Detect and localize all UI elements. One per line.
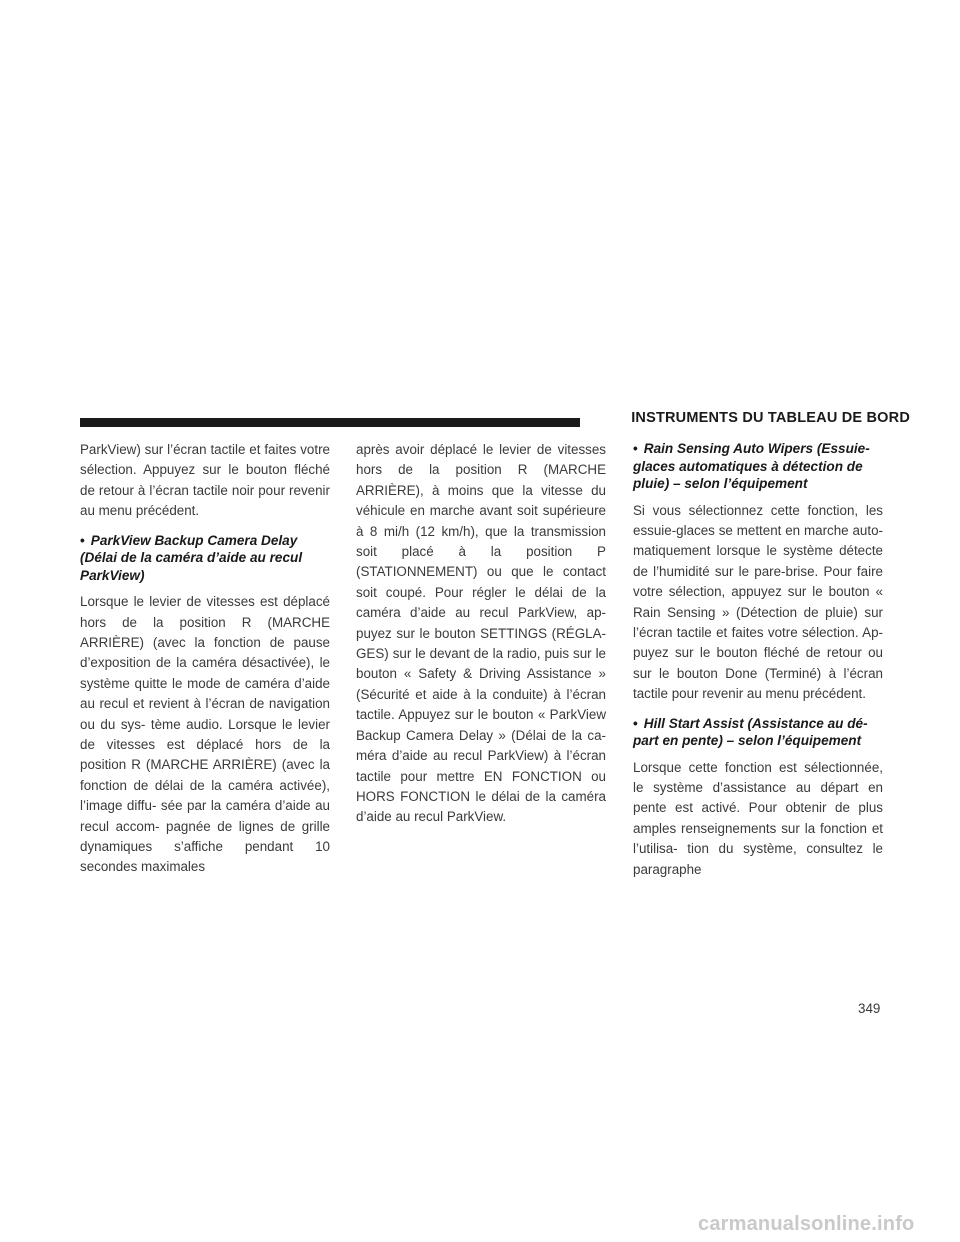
bullet-icon: • <box>633 441 638 456</box>
paragraph-intro: ParkView) sur l’écran tactile et faites votre sélection. Appuyez sur le bouton fléché de retour à l’écran tactile noir pour revenir au menu précédent. <box>80 442 330 519</box>
paragraph-rain-sensing: Si vous sélectionnez cette fonction, les essuie-glaces se mettent en marche auto- matiquement lorsque le système détecte de l’humidité sur le pare-brise. Pour faire votre sélection, appuyez sur le bouton « Rain Sensing » (Détection de pluie) sur l’écran tactile et faites votre sélection. Ap- puyez sur le bouton fléché de retour ou sur le bouton Done (Terminé) à l’écran tactile pour revenir au menu précédent. <box>633 502 883 702</box>
bullet-heading-hill-start-assist <box>633 715 883 750</box>
page-number: 349 <box>858 1001 881 1016</box>
bullet-heading-text: Rain Sensing Auto Wipers (Essuie- glaces automatiques à détection de pluie) – selon l’équipement <box>633 441 870 491</box>
bullet-heading-text: Hill Start Assist (Assistance au dé- part en pente) – selon l’équipement <box>633 715 868 749</box>
section-header-bar <box>80 418 580 427</box>
bullet-heading-rain-sensing <box>633 440 883 493</box>
paragraph-backup-camera-delay: Lorsque le levier de vitesses est déplacé hors de la position R (MARCHE ARRIÈRE) (avec la fonction de pause d’exposition de la caméra désactivée), le système quitte le mode de caméra d’aide au recul et revient à l’écran de navigation ou du sys- tème audio. Lorsque le levier de vitesses est déplacé hors de la position R (MARCHE ARRIÈRE) (avec la fonction de délai de la caméra activée), l’image diffu- sée par la caméra d’aide au recul accom- pagnée de lignes de grille dynamiques s’affiche pendant 10 secondes maximales <box>80 594 330 875</box>
section-title: INSTRUMENTS DU TABLEAU DE BORD <box>631 410 910 426</box>
bullet-icon: • <box>80 532 85 548</box>
text-column-1 <box>80 440 330 878</box>
bullet-heading-backup-camera-delay <box>80 532 330 585</box>
watermark-link[interactable]: carmanualsonline.info <box>698 1213 915 1235</box>
paragraph-camera-delay-continued: après avoir déplacé le levier de vitesses hors de la position R (MARCHE ARRIÈRE), à moins que la vitesse du véhicule en marche avant soit supérieure à 8 mi/h (12 km/h), que la transmission soit placé à la position P (STATIONNEMENT) ou que le contact soit coupé. Pour régler le délai de la caméra d’aide au recul ParkView, ap- puyez sur le bouton SETTINGS (RÉGLA- GES) sur le devant de la radio, puis sur le bouton « Safety & Driving Assistance » (Sécurité et aide à la conduite) à l’écran tactile. Appuyez sur le bouton « ParkView Backup Camera Delay » (Délai de la ca- méra d’aide au recul ParkView) à l’écran tactile pour mettre EN FONCTION ou HORS FONCTION le délai de la caméra d’aide au recul ParkView. <box>356 442 606 825</box>
bullet-heading-text: ParkView Backup Camera Delay (Délai de la caméra d’aide au recul ParkView) <box>80 532 303 583</box>
paragraph-hill-start-assist: Lorsque cette fonction est sélectionnée, le système d’assistance au départ en pente est activé. Pour obtenir de plus amples renseignements sur la fonction et l’utilisa- tion du système, consultez le paragraphe <box>633 759 883 877</box>
bullet-icon: • <box>633 715 638 731</box>
text-column-2 <box>356 440 606 828</box>
text-column-3 <box>633 440 883 880</box>
